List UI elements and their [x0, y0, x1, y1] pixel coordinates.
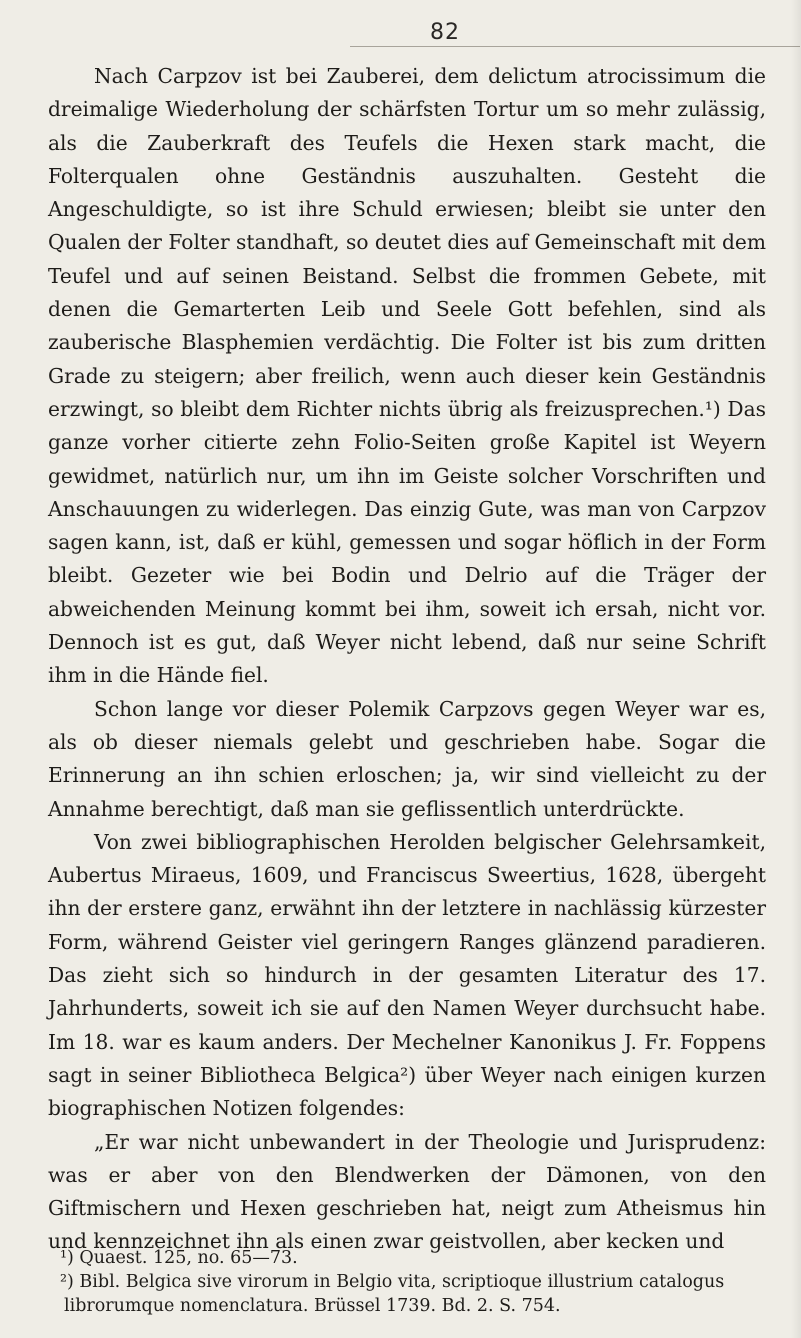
footnote: ²) Bibl. Belgica sive virorum in Belgio vita, scriptioque illustrium catalogus librorumque nomenclatura. Brüssel 1739. Bd. 2. S. 754. [60, 1272, 725, 1316]
header-rule [350, 46, 800, 47]
paragraph: Schon lange vor dieser Polemik Carpzovs gegen Weyer war es, als ob dieser niemals gelebt und geschrieben habe. Sogar die Erinnerung an ihn schien erloschen; ja, wir sind vielleicht zu der Annahme berechtigt, daß man sie geflissentlich unterdrückte. [48, 696, 766, 821]
page-number: 82 [430, 20, 460, 45]
paragraph: Nach Carpzov ist bei Zauberei, dem delictum atrocissimum die dreimalige Wiederholung der schärfsten Tortur um so mehr zulässig, als die Zauberkraft des Teufels die Hexen stark macht, die Folterqualen ohne Geständnis auszuhalten. Gesteht die Angeschuldigte, so ist ihre Schuld erwiesen; bleibt sie unter den Qualen der Folter standhaft, so deutet dies auf Gemeinschaft mit dem Teufel und auf seinen Beistand. Selbst die frommen Gebete, mit denen die Gemarterten Leib und Seele Gott befehlen, sind als zauberische Blasphemien verdächtig. Die Folter ist bis zum dritten Grade zu steigern; aber freilich, wenn auch dieser kein Geständnis erzwingt, so bleibt dem Richter nichts übrig als freizusprechen.¹) Das ganze vorher citierte zehn Folio-Seiten große Kapitel ist Weyern gewidmet, natürlich nur, um ihn im Geiste solcher Vorschriften und Anschauungen zu widerlegen. Das einzig Gute, was man von Carpzov sagen kann, ist, daß er kühl, gemessen und sogar höflich in der Form bleibt. Gezeter wie bei Bodin und Delrio auf die Träger der abweichenden Meinung kommt bei ihm, soweit ich ersah, nicht vor. Dennoch ist es gut, daß Weyer nicht lebend, daß nur seine Schrift ihm in die Hände fiel. [48, 64, 766, 688]
footnote: ¹) Quaest. 125, no. 65—73. [60, 1248, 298, 1268]
footnotes [48, 1246, 770, 1318]
page-edge-shadow [791, 0, 801, 1338]
paragraph-quote: „Er war nicht unbewandert in der Theologie und Jurisprudenz: was er aber von den Blendwerken der Dämonen, von den Giftmischern und Hexen geschrieben hat, neigt zum Atheismus hin und kennzeichnet ihn als einen zwar geistvollen, aber kecken und [48, 1129, 766, 1254]
paragraph: Von zwei bibliographischen Herolden belgischer Gelehrsamkeit, Aubertus Miraeus, 1609, und Franciscus Sweertius, 1628, übergeht ihn der erstere ganz, erwähnt ihn der letztere in nachlässig kürzester Form, während Geister viel geringern Ranges glänzend paradieren. Das zieht sich so hindurch in der gesamten Literatur des 17. Jahrhunderts, soweit ich sie auf den Namen Weyer durchsucht habe. Im 18. war es kaum anders. Der Mechelner Kanonikus J. Fr. Foppens sagt in seiner Bibliotheca Belgica²) über Weyer nach einigen kurzen biographischen Notizen folgendes: [48, 829, 766, 1121]
main-text [48, 60, 766, 1259]
